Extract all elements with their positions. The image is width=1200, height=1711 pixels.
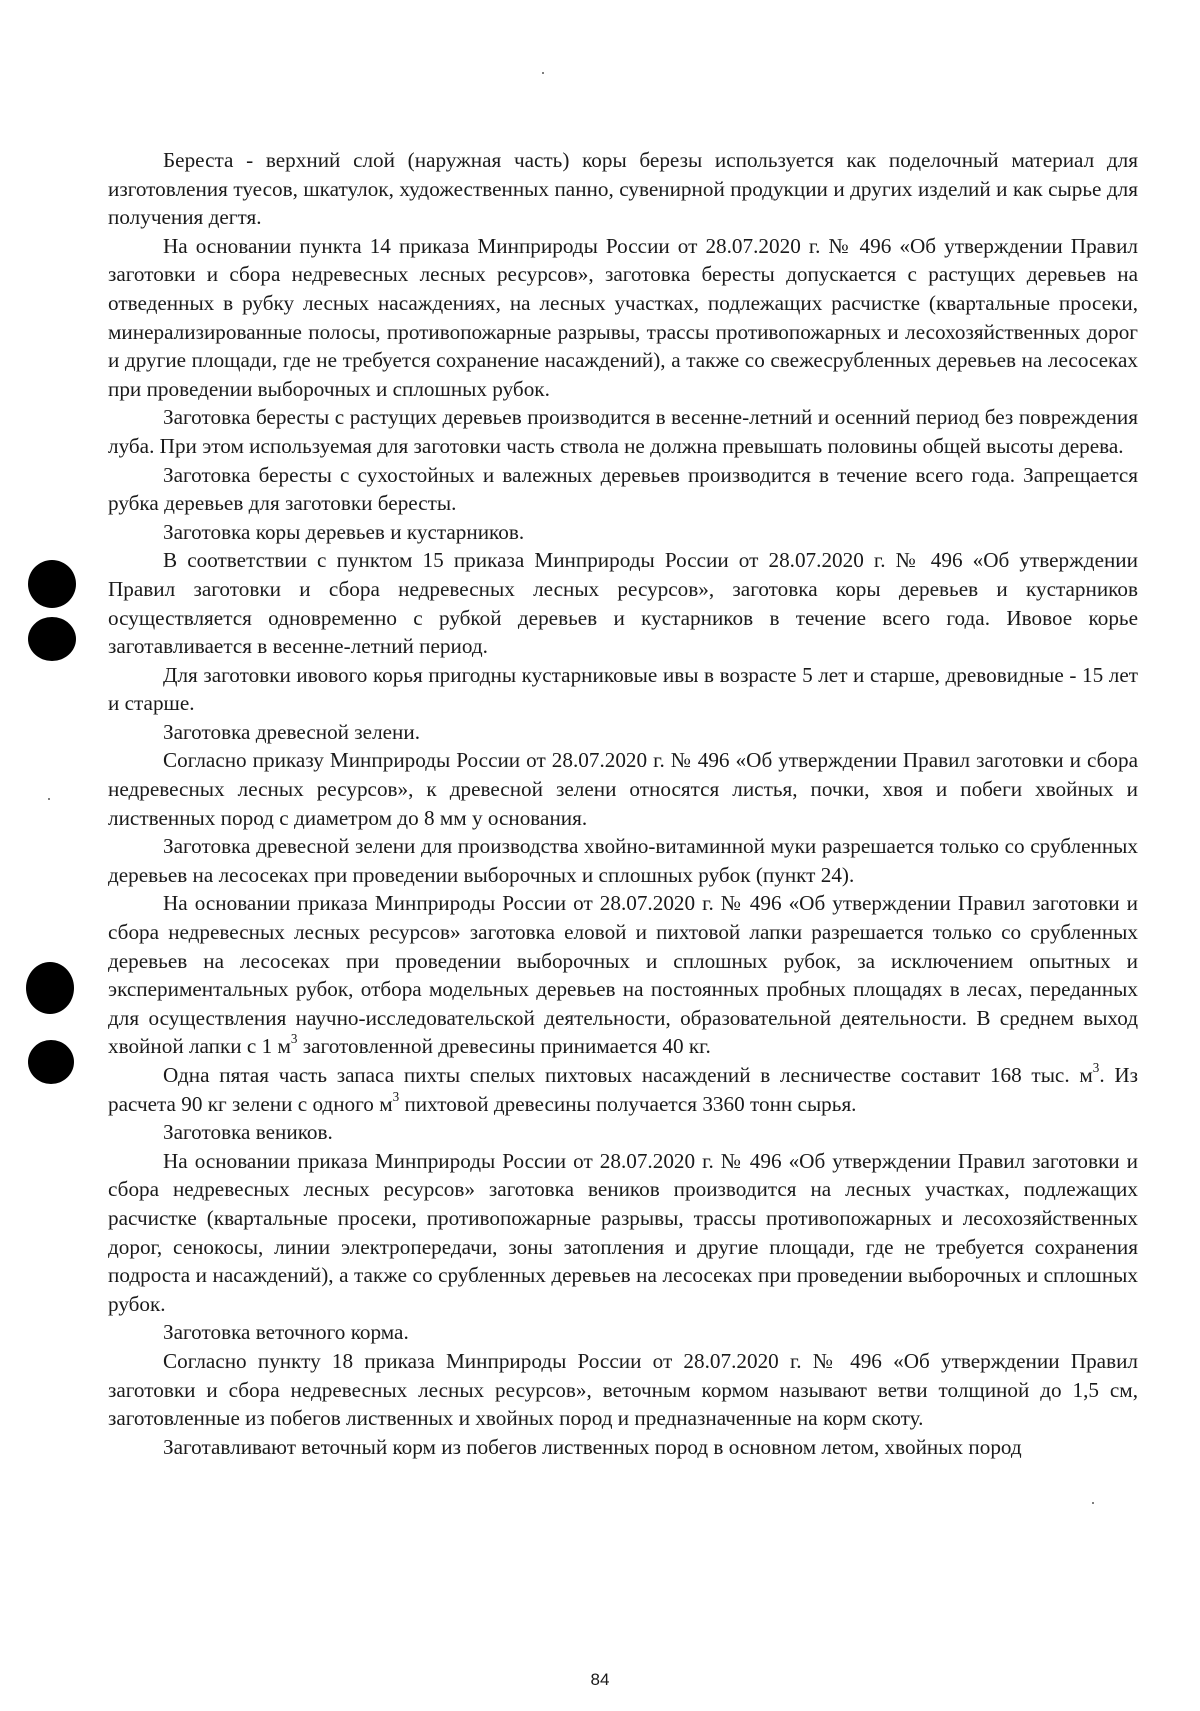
- section-heading: Заготовка древесной зелени.: [163, 719, 421, 744]
- document-body: [108, 146, 1138, 1461]
- paragraph: Заготовка бересты с сухостойных и валежных деревьев производится в течение всего года. Запрещается рубка деревьев для заготовки бересты.: [108, 462, 1138, 516]
- scan-speck: [1092, 1502, 1094, 1504]
- section-heading: Заготовка коры деревьев и кустарников.: [163, 519, 525, 544]
- paragraph: На основании пункта 14 приказа Минприроды России от 28.07.2020 г. № 496 «Об утверждении Правил заготовки и сбора недревесных лесных ресурсов», заготовка бересты допускается с растущих деревьев на отведенных в рубку лесных насаждениях, на лесных участках, подлежащих расчистке (квартальные просеки, минерализированные полосы, противопожарные разрывы, трассы противопожарных и лесохозяйственных дорог и другие площади, где не требуется сохранение насаждений), а также со свежесрубленных деревьев на лесосеках при проведении выборочных и сплошных рубок.: [108, 233, 1138, 401]
- binder-hole-1: [28, 560, 76, 608]
- paragraph: Береста - верхний слой (наружная часть) коры березы используется как поделочный материал для изготовления туесов, шкатулок, художественных панно, сувенирной продукции и других изделий и как сырье для получения дегтя.: [108, 148, 1138, 230]
- scan-speck: [542, 72, 544, 74]
- paragraph-text: заготовленной древесины принимается 40 кг.: [297, 1034, 711, 1059]
- paragraph: Для заготовки ивового корья пригодны кустарниковые ивы в возрасте 5 лет и старше, древовидные - 15 лет и старше.: [108, 662, 1138, 716]
- paragraph: В соответствии с пунктом 15 приказа Минприроды России от 28.07.2020 г. № 496 «Об утверждении Правил заготовки и сбора недревесных лесных ресурсов», заготовка коры деревьев и кустарников осуществляется одновременно с рубкой деревьев и кустарников в течение всего года. Ивовое корье заготавливается в весенне-летний период.: [108, 548, 1138, 659]
- scan-speck: [48, 798, 50, 800]
- paragraph: Заготовка бересты с растущих деревьев производится в весенне-летний и осенний период без повреждения луба. При этом используемая для заготовки часть ствола не должна превышать половины общей высоты дерева.: [108, 405, 1138, 458]
- binder-hole-3: [26, 962, 74, 1014]
- paragraph: На основании приказа Минприроды России от 28.07.2020 г. № 496 «Об утверждении Правил заготовки и сбора недревесных лесных ресурсов» заготовка веников производится на лесных участках, подлежащих расчистке (квартальные просеки, противопожарные разрывы, трассы противопожарных и лесохозяйственных дорог, сенокосы, линии электропередачи, зоны затопления и другие площади, где не требуется сохранения подроста и насаждений), а также со срубленных деревьев на лесосеках при проведении выборочных и сплошных рубок.: [108, 1148, 1138, 1316]
- paragraph: [108, 889, 1138, 1061]
- paragraph: Заготавливают веточный корм из побегов лиственных пород в основном летом, хвойных пород: [163, 1434, 1022, 1459]
- paragraph: Заготовка древесной зелени для производства хвойно-витаминной муки разрешается только со срубленных деревьев на лесосеках при проведении выборочных и сплошных рубок (пункт 24).: [108, 834, 1138, 887]
- page-number: 84: [590, 1670, 610, 1689]
- paragraph-text: Одна пятая часть запаса пихты спелых пихтовых насаждений в лесничестве составит 168 тыс. м: [163, 1063, 1093, 1087]
- paragraph-text: . Из расчета 90 кг зелени с одного м: [108, 1063, 1138, 1116]
- paragraph: Согласно приказу Минприроды России от 28.07.2020 г. № 496 «Об утверждении Правил заготовки и сбора недревесных лесных ресурсов», к древесной зелени относятся листья, почки, хвоя и побеги хвойных и лиственных пород с диаметром до 8 мм у основания.: [108, 748, 1138, 830]
- paragraph-text: пихтовой древесины получается 3360 тонн сырья.: [399, 1091, 857, 1116]
- paragraph-text: На основании приказа Минприроды России от 28.07.2020 г. № 496 «Об утверждении Правил заготовки и сбора недревесных лесных ресурсов» заготовка еловой и пихтовой лапки разрешается только со срубленных деревьев на лесосеках при проведении выборочных и сплошных рубок, за исключением опытных и экспериментальных рубок, отбора модельных деревьев на постоянных пробных площадях в лесах, переданных для осуществления научно-исследовательской деятельности, образовательной деятельности. В среднем выход хвойной лапки с 1 м: [108, 891, 1138, 1059]
- superscript: 3: [290, 1031, 298, 1047]
- paragraph: Согласно пункту 18 приказа Минприроды России от 28.07.2020 г. № 496 «Об утверждении Правил заготовки и сбора недревесных лесных ресурсов», веточным кормом называют ветви толщиной до 1,5 см, заготовленные из побегов лиственных и хвойных пород и предназначенные на корм скоту.: [108, 1348, 1138, 1431]
- section-heading: Заготовка веточного корма.: [163, 1320, 409, 1345]
- paragraph: [108, 1061, 1138, 1118]
- binder-hole-4: [28, 1040, 74, 1084]
- superscript: 3: [1092, 1059, 1100, 1075]
- section-heading: Заготовка веников.: [163, 1120, 333, 1145]
- superscript: 3: [392, 1088, 400, 1104]
- binder-hole-2: [28, 617, 76, 661]
